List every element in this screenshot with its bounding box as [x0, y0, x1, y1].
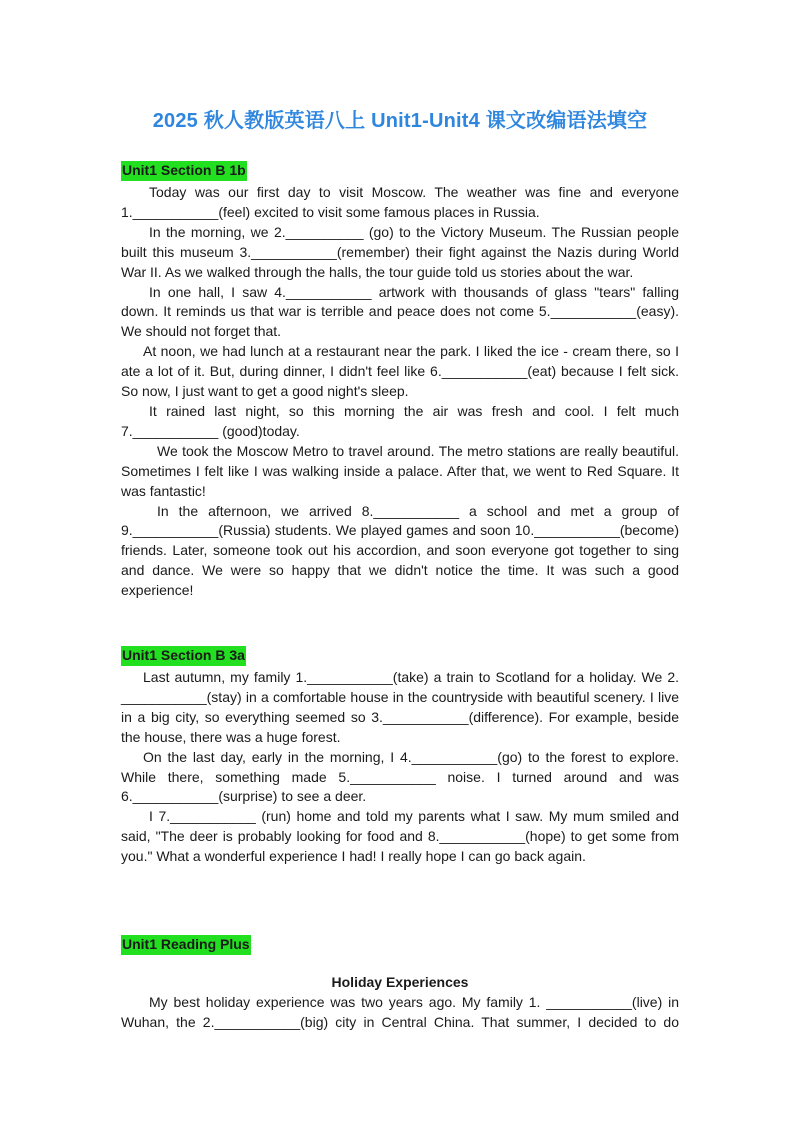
paragraph: Today was our first day to visit Moscow. The weather was fine and everyone 1.___________(feel) excited to visit some famous places in Russia. — [121, 184, 679, 220]
document-title: 2025 秋人教版英语八上 Unit1-Unit4 课文改编语法填空 — [152, 110, 648, 132]
reading-subtitle: Holiday Experiences — [331, 974, 469, 990]
paragraph: It rained last night, so this morning the air was fresh and cool. I felt much 7.___________ (good)today. — [121, 402, 679, 439]
section-unit1-b1b — [121, 161, 679, 601]
section-unit1-reading-plus — [121, 935, 679, 955]
paragraph: We took the Moscow Metro to travel around. The metro stations are really beautiful. Sometimes I felt like I was walking inside a palace. After that, we went to Red Square. It was fantastic! — [121, 442, 679, 499]
section-label-highlight: Unit1 Section B 3a — [121, 646, 246, 666]
section-unit1-b3a — [121, 646, 679, 867]
section-label-highlight: Unit1 Reading Plus — [121, 935, 251, 955]
section-label-highlight: Unit1 Section B 1b — [121, 161, 247, 181]
paragraph: At noon, we had lunch at a restaurant near the park. I liked the ice - cream there, so I ate a lot of it. But, during dinner, I didn't feel like 6.___________(eat) because I felt sick. So now, I just want to get a good night's sleep. — [121, 343, 679, 400]
paragraph: On the last day, early in the morning, I 4.___________(go) to the forest to explore. While there, something made 5.___________ noise. I turned around and was 6.___________(surprise) to see a deer. — [121, 748, 679, 805]
paragraph: In one hall, I saw 4.___________ artwork with thousands of glass "tears" falling down. It reminds us that war is terrible and peace does not come 5.___________(easy). We should not forget that. — [121, 283, 679, 340]
paragraph: In the afternoon, we arrived 8.___________ a school and met a group of 9.___________(Russia) students. We played games and soon 10.___________(become) friends. Later, someone took out his accordion, and soon everyone got together to sing and dance. We were so happy that we didn't notice the time. It was such a good experience! — [121, 502, 679, 599]
paragraph: Last autumn, my family 1.___________(take) a train to Scotland for a holiday. We 2. ___________(stay) in a comfortable house in the countryside with beautiful scenery. I live in a big city, so everything seemed so 3.___________(difference). For example, beside the house, there was a huge forest. — [121, 669, 679, 745]
paragraph: In the morning, we 2.__________ (go) to the Victory Museum. The Russian people built this museum 3.___________(remember) their fight against the Nazis during World War II. As we walked through the halls, the tour guide told us stories about the war. — [121, 223, 679, 280]
paragraph: I 7.___________ (run) home and told my parents what I saw. My mum smiled and said, "The deer is probably looking for food and 8.___________(hope) to get some from you." What a wonderful experience I had! I really hope I can go back again. — [121, 808, 679, 865]
paragraph: My best holiday experience was two years ago. My family 1. ___________(live) in Wuhan, the 2.___________(big) city in Central China. That summer, I decided to do — [121, 994, 679, 1030]
reading-body — [121, 993, 679, 1033]
